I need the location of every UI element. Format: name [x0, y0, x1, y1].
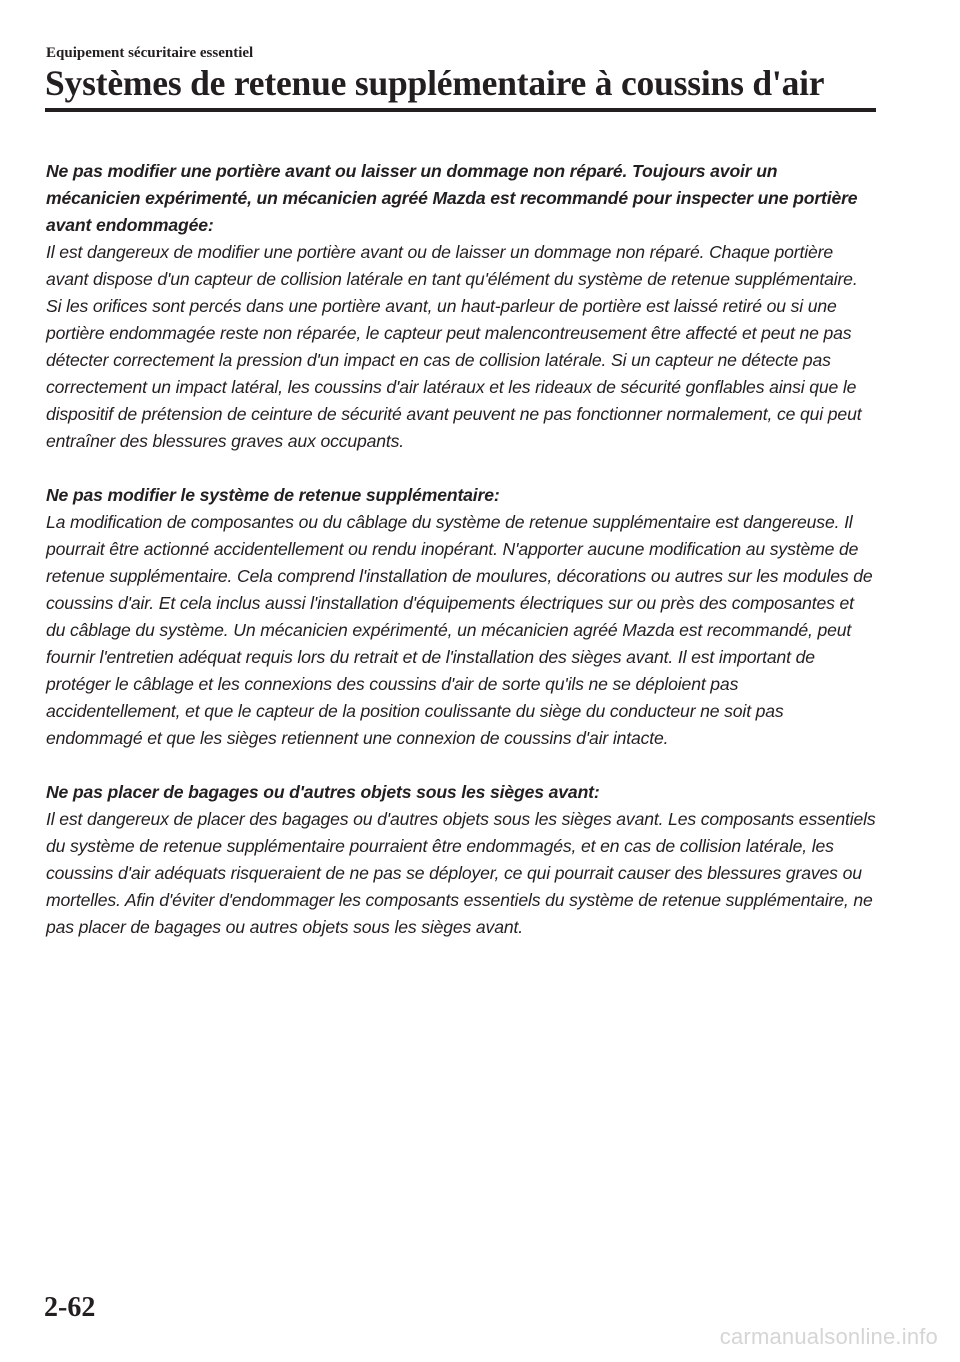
warning-heading: Ne pas placer de bagages ou d'autres objets sous les sièges avant: — [46, 782, 600, 802]
warning-block-door-modification — [46, 158, 876, 455]
warning-heading: Ne pas modifier une portière avant ou laisser un dommage non réparé. Toujours avoir un mécanicien expérimenté, un mécanicien agréé Mazda est recommandé pour inspecter une portière avant endommagée: — [46, 161, 858, 235]
warning-heading: Ne pas modifier le système de retenue supplémentaire: — [46, 485, 500, 505]
section-label: Equipement sécuritaire essentiel — [46, 45, 254, 61]
warning-body: Il est dangereux de placer des bagages ou d'autres objets sous les sièges avant. Les composants essentiels du système de retenue supplémentaire pourraient être endommagés, et en cas de collision latérale, les coussins d'air adéquats risqueraient de ne pas se déployer, ce qui pourrait causer des blessures graves ou mortelles. Afin d'éviter d'endommager les composants essentiels du système de retenue supplémentaire, ne pas placer de bagages ou autres objets sous les sièges avant. — [46, 809, 876, 937]
warning-body: La modification de composantes ou du câblage du système de retenue supplémentaire est dangereuse. Il pourrait être actionné accidentellement ou rendu inopérant. N'apporter aucune modification au système de retenue supplémentaire. Cela comprend l'installation de moulures, décorations ou autres sur les modules de coussins d'air. Et cela inclus aussi l'installation d'équipements électriques sur ou près des composantes et du câblage du système. Un mécanicien expérimenté, un mécanicien agréé Mazda est recommandé, peut fournir l'entretien adéquat requis lors du retrait et de l'installation des sièges avant. Il est important de protéger le câblage et les connexions des coussins d'air de sorte qu'ils ne se déploient pas accidentellement, et que le capteur de la position coulissante du siège du conducteur ne soit pas endommagé et que les sièges retiennent une connexion de coussins d'air intacte. — [46, 512, 873, 748]
title-rule — [45, 108, 876, 112]
page-title: Systèmes de retenue supplémentaire à coussins d'air — [45, 63, 825, 103]
watermark: carmanualsonline.info — [719, 1324, 938, 1349]
page-content — [46, 158, 876, 968]
warning-block-system-modification — [46, 482, 876, 752]
warning-block-objects-under-seats — [46, 779, 876, 941]
page-number: 2-62 — [44, 1292, 96, 1323]
warning-body: Il est dangereux de modifier une portière avant ou de laisser un dommage non réparé. Chaque portière avant dispose d'un capteur de collision latérale en tant qu'élément du système de retenue supplémentaire. Si les orifices sont percés dans une portière avant, un haut-parleur de portière est laissé retiré ou si une portière endommagée reste non réparée, le capteur peut malencontreusement être affecté et peut ne pas détecter correctement la pression d'un impact en cas de collision latérale. Si un capteur ne détecte pas correctement un impact latéral, les coussins d'air latéraux et les rideaux de sécurité gonflables ainsi que le dispositif de prétension de ceinture de sécurité avant peuvent ne pas fonctionner normalement, ce qui peut entraîner des blessures graves aux occupants. — [46, 242, 862, 451]
